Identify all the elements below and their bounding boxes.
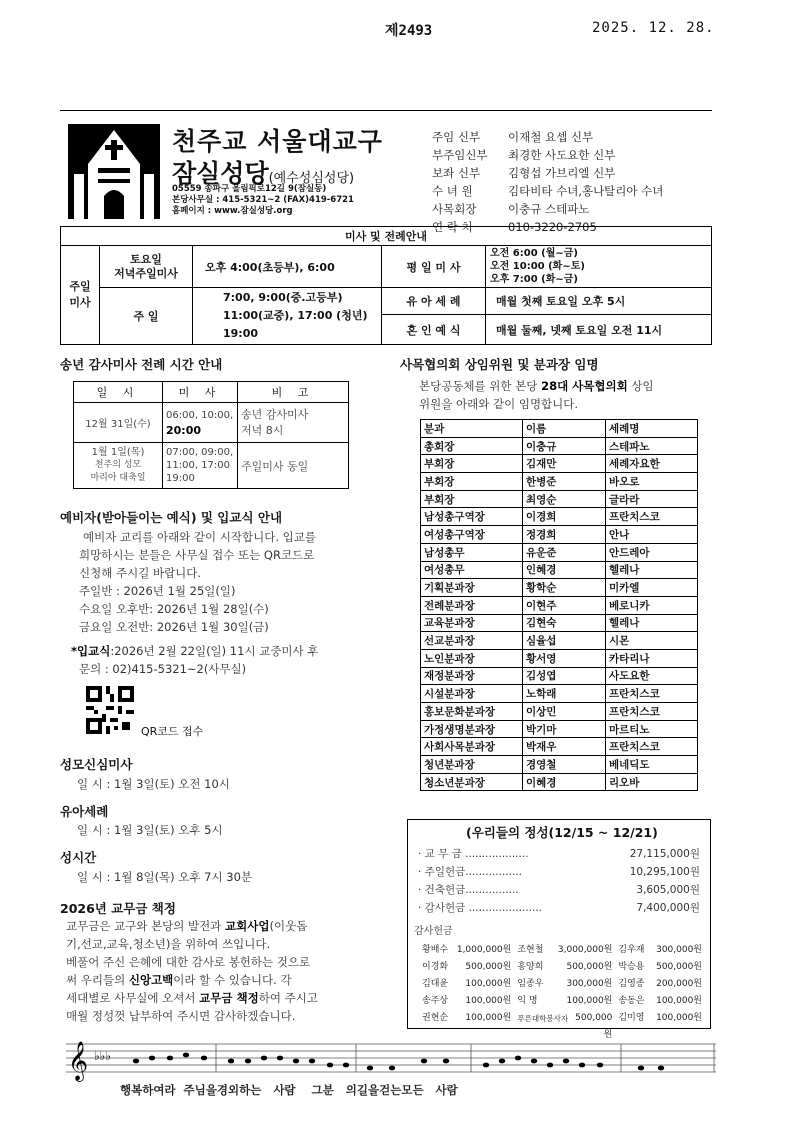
tithe-emph: 교회사업	[225, 919, 270, 933]
council-row	[421, 596, 698, 614]
tithe-emph: 신앙고백	[128, 973, 174, 987]
council-role: 노인분과장	[421, 649, 523, 667]
church-address: 05559 송파구 올림픽로12길 9(잠실동)	[172, 184, 327, 194]
donor-name: 송동은	[618, 996, 645, 1006]
tithe-text: 베풀어 주신 은혜에 대한 감사로 봉헌하는 것으로	[66, 955, 311, 969]
council-row	[421, 526, 698, 544]
tithe-line	[66, 935, 392, 953]
council-role: 가정생명분과장	[421, 720, 523, 738]
donor-name: 이경화	[422, 962, 449, 972]
council-role: 사회사목분과장	[421, 738, 523, 756]
weekday-time: 오전 6:00 (월~금)	[490, 248, 578, 259]
offering-item	[418, 863, 700, 881]
donor-amount: 1,000,000원	[456, 945, 512, 955]
offering-label: · 주일헌금.................	[418, 866, 522, 878]
council-name: 이상민	[523, 703, 606, 721]
svg-text:𝄞: 𝄞	[68, 1041, 89, 1081]
tithe-line	[66, 1007, 392, 1025]
council-name: 황학순	[523, 579, 606, 597]
church-name-main: 잠실성당	[172, 159, 269, 188]
donor-amount: 100,000원	[465, 979, 512, 989]
catechumen-title: 예비자(받아들이는 예식) 및 입교식 안내	[60, 510, 283, 525]
church-title: 천주교 서울대교구	[172, 127, 383, 156]
catechumen-line: 희망하시는 분들은 사무실 접수 또는 QR코드로	[79, 548, 315, 562]
catechumen-line: 수요일 오후반: 2026년 1월 28일(수)	[79, 602, 269, 616]
eve-note-line: 저녁 8시	[241, 423, 284, 437]
sunday-mass-label: 주일 미사	[61, 246, 100, 345]
council-name: 노학래	[523, 685, 606, 703]
eve-mass-time: 07:00, 09:00,	[166, 447, 234, 458]
council-role: 남성총무	[421, 543, 523, 561]
header-rule	[60, 110, 712, 111]
donor-amount: 200,000원	[656, 979, 703, 989]
council-role: 청년분과장	[421, 756, 523, 774]
council-baptismal-name: 베네딕도	[606, 756, 698, 774]
eve-note-line: 송년 감사미사	[241, 407, 309, 421]
council-row	[421, 703, 698, 721]
staff-name: 김형섭 가브리엘 신부	[508, 166, 616, 180]
donor-name: 김미영	[618, 1013, 645, 1023]
council-intro-text: 상임	[627, 379, 654, 393]
staff-name: 이재철 요셉 신부	[508, 130, 594, 144]
donor-name: 홍양희	[517, 962, 544, 972]
staff-role: 부주임신부	[432, 148, 488, 162]
tithe-text: 매월 정성껏 납부하여 주시면 감사하겠습니다.	[66, 1009, 296, 1023]
council-name: 이충규	[523, 437, 606, 455]
offering-label: · 감사헌금 ......................	[418, 902, 543, 914]
council-baptismal-name: 카타리나	[606, 649, 698, 667]
staff-role: 수 녀 원	[432, 184, 473, 198]
council-name: 최영순	[523, 490, 606, 508]
offering-item	[418, 845, 700, 863]
weekday-times	[486, 246, 712, 288]
tithe-emph: 교무금 책정	[199, 991, 259, 1005]
donor-name: 김우재	[618, 945, 645, 955]
qr-label: QR코드 접수	[141, 725, 204, 738]
council-header: 세례명	[606, 420, 698, 438]
donor-amount: 300,000원	[656, 945, 703, 955]
council-name: 박기마	[523, 720, 606, 738]
eve-note	[238, 403, 349, 443]
offering-item	[418, 881, 700, 899]
council-baptismal-name: 안드레아	[606, 543, 698, 561]
tithe-text: 교무금은 교구와 본당의 발전과	[66, 919, 226, 933]
donor-amount: 100,000원	[566, 996, 613, 1006]
sunday-time: 7:00, 9:00(중.고등부)	[223, 291, 343, 304]
catechumen-line: 예비자 교리를 아래와 같이 시작합니다. 입교를	[83, 530, 317, 544]
church-website[interactable]: 홈페이지 : www.잠실성당.org	[172, 206, 293, 216]
offering-item	[418, 899, 700, 917]
donor-row	[422, 942, 708, 959]
church-name-sub: (예수성심성당)	[268, 171, 355, 186]
council-role: 부회장	[421, 490, 523, 508]
tithe-text: 기,선교,교육,청소년)을 위하여 쓰입니다.	[66, 937, 271, 951]
sunday-times	[193, 288, 382, 345]
staff-role: 주임 신부	[432, 130, 481, 144]
staff-row	[432, 164, 663, 182]
council-baptismal-name: 프란치스코	[606, 685, 698, 703]
offering-title: (우리들의 정성(12/15 ~ 12/21)	[466, 825, 658, 840]
council-baptismal-name: 리오바	[606, 773, 698, 791]
council-row	[421, 473, 698, 491]
donor-amount: 100,000원	[656, 1013, 702, 1023]
council-row	[421, 437, 698, 455]
song-lyrics: 행복하여라 주님을경외하는 사람 그분 의길을걷는모든 사람	[120, 1083, 458, 1097]
council-name: 이현주	[523, 596, 606, 614]
council-role: 홍보문화분과장	[421, 703, 523, 721]
eve-mass-time: 11:00, 17:00	[166, 460, 230, 471]
council-row	[421, 561, 698, 579]
council-baptismal-name: 바오로	[606, 473, 698, 491]
council-baptismal-name: 글라라	[606, 490, 698, 508]
council-baptismal-name: 헬레나	[606, 614, 698, 632]
donor-amount: 500,000원	[465, 962, 512, 972]
church-contact	[172, 184, 354, 217]
tithe-text: (이웃돕	[269, 919, 308, 933]
council-header: 이름	[523, 420, 606, 438]
issue-number: 제2493	[385, 23, 433, 39]
entrance-rite-label: *입교식	[71, 644, 111, 658]
staff-row	[432, 146, 663, 164]
offering-amount: 10,295,100원	[629, 866, 700, 878]
eve-mass-time: 06:00, 10:00,	[166, 409, 234, 421]
eve-header: 일 시	[74, 382, 163, 403]
offering-amount: 7,400,000원	[636, 902, 700, 914]
eve-header: 미 사	[163, 382, 238, 403]
council-intro-line: 위원을 아래와 같이 임명합니다.	[419, 397, 579, 411]
donor-amount: 100,000원	[656, 996, 703, 1006]
council-baptismal-name: 헬레나	[606, 561, 698, 579]
council-role: 총회장	[421, 437, 523, 455]
sunday-time: 11:00(교중), 17:00 (청년)	[223, 309, 368, 322]
eve-mass	[163, 443, 238, 489]
sunday-time: 19:00	[223, 327, 259, 340]
council-role: 기획분과장	[421, 579, 523, 597]
catechumen-line: 신청해 주시길 바랍니다.	[79, 566, 202, 580]
council-title: 사목협의회 상임위원 및 분과장 임명	[400, 357, 599, 372]
tithe-line	[66, 989, 392, 1007]
council-intro-line	[419, 377, 654, 395]
council-row	[421, 614, 698, 632]
entrance-rite	[71, 642, 318, 660]
donor-name: 송주상	[422, 996, 449, 1006]
council-row	[421, 685, 698, 703]
saturday-label: 토요일 저녁주일미사	[100, 246, 193, 288]
council-role: 부회장	[421, 455, 523, 473]
offering-label: · 교 무 금 ...................	[418, 848, 529, 860]
council-role: 교육분과장	[421, 614, 523, 632]
entrance-rite-text: :2026년 2월 22일(일) 11시 교중미사 후	[110, 644, 319, 658]
council-role: 전례분과장	[421, 596, 523, 614]
weekday-time: 오전 10:00 (화~토)	[490, 261, 585, 272]
council-row	[421, 738, 698, 756]
donor-name: 조현철	[517, 945, 544, 955]
staff-role: 보좌 신부	[432, 166, 481, 180]
council-row	[421, 579, 698, 597]
church-icon	[68, 124, 160, 219]
council-role: 청소년분과장	[421, 773, 523, 791]
council-baptismal-name: 세례자요한	[606, 455, 698, 473]
qr-code-icon[interactable]	[86, 686, 134, 734]
council-table-body	[421, 437, 698, 791]
eve-date: 12월 31일(수)	[74, 403, 163, 443]
tithe-body	[66, 917, 392, 1025]
mass-schedule-table	[60, 226, 712, 345]
donor-amount: 500,000원	[656, 962, 703, 972]
council-row	[421, 455, 698, 473]
council-name: 이경희	[523, 508, 606, 526]
staff-name: 이충규 스테파노	[508, 202, 590, 216]
catechumen-body	[79, 528, 316, 636]
eve-date-line: 천주의 성모	[94, 460, 142, 470]
council-baptismal-name: 프란치스코	[606, 703, 698, 721]
adoration-title: 성시간	[60, 850, 97, 865]
council-row	[421, 773, 698, 791]
donor-row	[422, 959, 708, 976]
council-header: 분과	[421, 420, 523, 438]
tithe-text: 세대별로 사무실에 오셔서	[66, 991, 200, 1005]
adoration-text: 일 시 : 1월 8일(목) 오후 7시 30분	[77, 870, 252, 884]
infant-baptism-text: 일 시 : 1월 3일(토) 오후 5시	[77, 823, 223, 837]
offering-label: · 건축헌금................	[418, 884, 519, 896]
catechumen-line: 금요일 오전반: 2026년 1월 30일(금)	[79, 620, 269, 634]
staff-row	[432, 200, 663, 218]
tithe-line	[66, 917, 392, 935]
council-baptismal-name: 베로니카	[606, 596, 698, 614]
council-name: 박재우	[523, 738, 606, 756]
council-role: 시설분과장	[421, 685, 523, 703]
donor-amount: 100,000원	[465, 1013, 512, 1023]
donor-name: 권현순	[422, 1013, 449, 1023]
offering-box	[407, 819, 711, 1040]
council-intro	[419, 377, 654, 413]
weekday-label: 평 일 미 사	[382, 246, 486, 288]
donor-amount: 500,000원	[575, 1013, 613, 1040]
staff-list	[432, 128, 663, 236]
svg-text:♭♭♭: ♭♭♭	[94, 1049, 111, 1063]
eve-date-line: 마리아 대축일	[90, 473, 146, 483]
council-name: 김성엽	[523, 667, 606, 685]
council-baptismal-name: 프란치스코	[606, 508, 698, 526]
infant-baptism-title: 유아세례	[60, 804, 109, 819]
council-role: 남성총구역장	[421, 508, 523, 526]
tithe-text: 써 우리들의	[66, 973, 129, 987]
tithe-line	[66, 971, 392, 989]
council-role: 부회장	[421, 473, 523, 491]
mass-table-title: 미사 및 전례안내	[61, 227, 712, 246]
council-name: 인혜경	[523, 561, 606, 579]
weekday-time: 오후 7:00 (화~금)	[490, 274, 578, 285]
council-row	[421, 649, 698, 667]
offering-list	[418, 845, 700, 917]
staff-row	[432, 128, 663, 146]
council-role: 선교분과장	[421, 632, 523, 650]
donor-name: 박승용	[618, 962, 645, 972]
council-baptismal-name: 미카엘	[606, 579, 698, 597]
council-row	[421, 756, 698, 774]
council-baptismal-name: 마르티노	[606, 720, 698, 738]
council-name: 황서영	[523, 649, 606, 667]
staff-name: 010-3220-2705	[508, 220, 597, 234]
council-row	[421, 490, 698, 508]
council-role: 여성총구역장	[421, 526, 523, 544]
staff-row	[432, 182, 663, 200]
infant-baptism-label: 유 아 세 례	[382, 288, 486, 315]
sunday-label: 주 일	[100, 288, 193, 345]
council-name: 김재만	[523, 455, 606, 473]
donor-amount: 300,000원	[566, 979, 613, 989]
donor-row	[422, 976, 708, 993]
staff-name: 김타비타 수녀,홍나탈리아 수녀	[508, 184, 664, 198]
eve-mass-table	[73, 381, 349, 489]
eve-header: 비 고	[238, 382, 349, 403]
tithe-text: 하여 주시고	[258, 991, 318, 1005]
eve-date-line: 1월 1일(목)	[91, 447, 145, 458]
staff-role: 사목회장	[432, 202, 477, 216]
council-name: 이혜경	[523, 773, 606, 791]
council-name: 심율섭	[523, 632, 606, 650]
eve-date	[74, 443, 163, 489]
church-phone: 본당사무실 : 415-5321~2 (FAX)419-6721	[172, 195, 354, 205]
eve-mass-time: 19:00	[166, 473, 195, 484]
thanks-offering-label: 감사헌금	[414, 926, 453, 937]
wedding-label: 혼 인 예 식	[382, 315, 486, 345]
infant-baptism-time: 매월 첫째 토요일 오후 5시	[486, 288, 712, 315]
eve-mass-time: 20:00	[166, 423, 202, 437]
catechumen-line: 주일반 : 2026년 1월 25일(일)	[79, 584, 236, 598]
staff-role: 연 락 처	[432, 220, 473, 234]
donor-name: 황배수	[422, 945, 449, 955]
music-staff	[66, 1038, 716, 1082]
donor-name: 익 명	[517, 996, 538, 1006]
eve-note: 주일미사 동일	[238, 443, 349, 489]
church-logo	[68, 124, 160, 219]
eve-mass-title: 송년 감사미사 전례 시간 안내	[60, 357, 223, 372]
council-role: 재정분과장	[421, 667, 523, 685]
donor-name: 김영종	[618, 979, 645, 989]
council-table	[420, 419, 698, 791]
council-intro-emph: 28대 사목협의회	[541, 379, 628, 393]
council-name: 정경희	[523, 526, 606, 544]
council-name: 경영철	[523, 756, 606, 774]
donor-name: 김대윤	[422, 979, 449, 989]
council-baptismal-name: 시몬	[606, 632, 698, 650]
council-row	[421, 543, 698, 561]
marian-mass-title: 성모신심미사	[60, 757, 133, 772]
council-baptismal-name: 사도요한	[606, 667, 698, 685]
offering-amount: 3,605,000원	[636, 884, 700, 896]
council-row	[421, 508, 698, 526]
contact-text: 문의 : 02)415-5321~2(사무실)	[79, 662, 247, 676]
council-row	[421, 720, 698, 738]
staff-name: 최경한 사도요한 신부	[508, 148, 616, 162]
council-baptismal-name: 스테파노	[606, 437, 698, 455]
donor-name: 임종우	[517, 979, 544, 989]
council-row	[421, 667, 698, 685]
council-name: 한병준	[523, 473, 606, 491]
council-name: 김현숙	[523, 614, 606, 632]
issue-date: 2025. 12. 28.	[592, 20, 715, 36]
wedding-time: 매월 둘째, 넷째 토요일 오전 11시	[486, 315, 712, 345]
council-name: 유운준	[523, 543, 606, 561]
tithe-line	[66, 953, 392, 971]
offering-amount: 27,115,000원	[629, 848, 700, 860]
donor-amount: 500,000원	[566, 962, 613, 972]
council-baptismal-name: 안나	[606, 526, 698, 544]
donor-amount: 100,000원	[465, 996, 512, 1006]
council-baptismal-name: 프란치스코	[606, 738, 698, 756]
council-row	[421, 632, 698, 650]
donor-list	[422, 942, 708, 1044]
eve-mass	[163, 403, 238, 443]
marian-mass-text: 일 시 : 1월 3일(토) 오전 10시	[77, 777, 230, 791]
council-role: 여성총무	[421, 561, 523, 579]
saturday-time: 오후 4:00(초등부), 6:00	[193, 246, 382, 288]
tithe-title: 2026년 교무금 책정	[60, 901, 176, 916]
donor-amount: 3,000,000원	[557, 945, 613, 955]
council-intro-text: 본당공동체를 위한 본당	[419, 379, 542, 393]
donor-row	[422, 993, 708, 1010]
donor-name: 푸른대학봉사자	[517, 1014, 569, 1023]
tithe-text: 이라 할 수 있습니다. 각	[173, 973, 292, 987]
music-notes-icon	[66, 1038, 716, 1082]
